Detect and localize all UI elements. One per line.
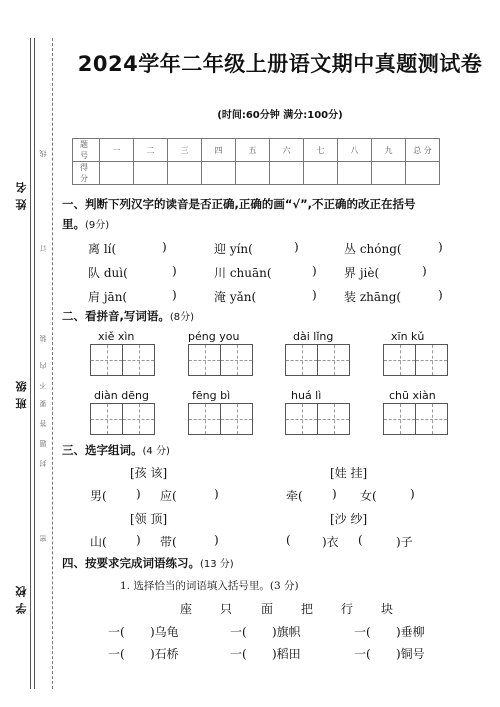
cut-mark: 线 bbox=[39, 150, 47, 157]
score-table-cell: 总 分 bbox=[406, 139, 440, 162]
score-table-cell: 四 bbox=[202, 139, 236, 162]
word-option: 座 bbox=[180, 602, 193, 616]
score-table-cell: 九 bbox=[372, 139, 406, 162]
score-table-cell: 六 bbox=[270, 139, 304, 162]
section-4-heading-text: 四、按要求完成词语练习。 bbox=[62, 556, 200, 570]
exam-info: (时间:60分钟 满分:100分) bbox=[217, 110, 343, 121]
score-input-cell[interactable] bbox=[270, 162, 304, 185]
word-option: 把 bbox=[301, 602, 314, 616]
char-choice-pair: [娃 挂] bbox=[330, 466, 368, 480]
word-blank-close: ) bbox=[332, 487, 337, 501]
score-input-cell[interactable] bbox=[100, 162, 134, 185]
measure-word-blank: 一( bbox=[354, 647, 371, 661]
word-blank-close: ) bbox=[214, 533, 219, 547]
section-4-heading bbox=[62, 555, 234, 571]
section-3-heading bbox=[62, 442, 170, 458]
measure-word-blank: 一( bbox=[108, 647, 125, 661]
section-1-heading-text: 一、判断下列汉字的读音是否正确,正确的画“√”,不正确的改正在括号 bbox=[62, 197, 416, 211]
pinyin-word: xiě xìn bbox=[98, 330, 135, 343]
score-table-cell: 三 bbox=[168, 139, 202, 162]
cut-mark: 答 bbox=[39, 420, 47, 427]
cut-mark: 要 bbox=[39, 400, 47, 407]
pinyin-word: péng you bbox=[188, 330, 240, 343]
measure-word-noun: )垂柳 bbox=[396, 625, 425, 639]
binding-line-left bbox=[30, 38, 31, 689]
pinyin-judge-close: ) bbox=[312, 264, 317, 278]
pinyin-judge-item: 丛 chóng( bbox=[344, 242, 402, 256]
pinyin-word: huá lì bbox=[291, 389, 322, 402]
cut-mark: 装 bbox=[39, 335, 47, 342]
pinyin-judge-close: ) bbox=[294, 240, 299, 254]
pinyin-judge-item: 迎 yín( bbox=[214, 242, 253, 256]
pinyin-judge-item: 离 lí( bbox=[88, 242, 117, 256]
measure-word-noun: )乌龟 bbox=[150, 625, 179, 639]
score-table-cell: 题 号 bbox=[73, 139, 100, 162]
section-1-heading bbox=[62, 196, 416, 212]
pinyin-judge-item: 淹 yǎn( bbox=[214, 290, 257, 304]
pinyin-judge-item: 队 duì( bbox=[88, 266, 128, 280]
pinyin-word: dài lǐng bbox=[293, 330, 334, 343]
writing-grid[interactable] bbox=[188, 403, 253, 435]
cut-mark: 不 bbox=[39, 382, 47, 389]
word-blank: 应( bbox=[160, 489, 177, 503]
writing-grid[interactable] bbox=[383, 344, 448, 376]
score-input-cell[interactable] bbox=[372, 162, 406, 185]
word-option: 行 bbox=[341, 602, 354, 616]
score-input-cell[interactable] bbox=[168, 162, 202, 185]
pinyin-judge-close: ) bbox=[172, 288, 177, 302]
section-4-points: (13 分) bbox=[200, 559, 234, 570]
subquestion-1: 1. 选择恰当的词语填入括号里。(3 分) bbox=[120, 580, 299, 592]
measure-word-noun: )石桥 bbox=[150, 647, 179, 661]
score-table-cell: 八 bbox=[338, 139, 372, 162]
name-label: 姓名 bbox=[15, 176, 28, 210]
pinyin-judge-close: ) bbox=[312, 288, 317, 302]
page-title: 2024学年二年级上册语文期中真题测试卷 bbox=[77, 52, 483, 76]
section-2-heading bbox=[62, 308, 194, 324]
cut-mark: 订 bbox=[39, 245, 47, 252]
score-input-cell[interactable] bbox=[338, 162, 372, 185]
score-input-cell[interactable] bbox=[236, 162, 270, 185]
word-blank: ( bbox=[286, 533, 291, 547]
measure-word-blank: 一( bbox=[230, 625, 247, 639]
measure-word-blank: 一( bbox=[354, 625, 371, 639]
cut-mark: 题 bbox=[39, 440, 47, 447]
score-input-cell[interactable] bbox=[202, 162, 236, 185]
score-table-cell: 七 bbox=[304, 139, 338, 162]
pinyin-judge-item: 川 chuān( bbox=[214, 266, 272, 280]
score-table-cell: 二 bbox=[134, 139, 168, 162]
pinyin-judge-close: ) bbox=[438, 240, 443, 254]
binding-cut-line bbox=[52, 38, 53, 689]
score-table-cell: 一 bbox=[100, 139, 134, 162]
cut-mark: 内 bbox=[39, 362, 47, 369]
cut-mark: 密 bbox=[39, 535, 47, 542]
pinyin-judge-close: ) bbox=[172, 264, 177, 278]
writing-grid[interactable] bbox=[90, 403, 155, 435]
word-option: 只 bbox=[220, 602, 233, 616]
score-input-cell[interactable] bbox=[134, 162, 168, 185]
word-blank-close: )衣 bbox=[322, 535, 339, 549]
school-label: 学校 bbox=[15, 580, 28, 614]
pinyin-word: chū xiàn bbox=[389, 389, 436, 402]
word-blank-close: ) bbox=[136, 533, 141, 547]
section-3-points: (4 分) bbox=[142, 446, 170, 457]
score-table-cell: 得 分 bbox=[73, 162, 100, 185]
score-table-header-row bbox=[73, 139, 440, 162]
word-option: 块 bbox=[381, 602, 394, 616]
writing-grid[interactable] bbox=[90, 344, 155, 376]
writing-grid[interactable] bbox=[285, 344, 350, 376]
pinyin-judge-item: 界 jiè( bbox=[344, 266, 380, 280]
score-table bbox=[72, 138, 440, 185]
section-1-heading-cont-text: 里。 bbox=[62, 217, 85, 231]
pinyin-judge-close: ) bbox=[162, 240, 167, 254]
measure-word-blank: 一( bbox=[108, 625, 125, 639]
score-table-cell: 五 bbox=[236, 139, 270, 162]
pinyin-word: xīn kǔ bbox=[391, 330, 425, 343]
measure-word-noun: )旗帜 bbox=[272, 625, 301, 639]
cut-mark: 封 bbox=[39, 460, 47, 467]
writing-grid[interactable] bbox=[188, 344, 253, 376]
word-blank-close: ) bbox=[214, 487, 219, 501]
score-input-cell[interactable] bbox=[304, 162, 338, 185]
word-blank: 带( bbox=[160, 535, 177, 549]
pinyin-judge-close: ) bbox=[422, 264, 427, 278]
measure-word-blank: 一( bbox=[230, 647, 247, 661]
section-2-points: (8分) bbox=[169, 312, 195, 323]
word-blank-close: ) bbox=[136, 487, 141, 501]
class-label: 班级 bbox=[15, 375, 28, 409]
word-blank-close: ) bbox=[410, 487, 415, 501]
section-3-heading-text: 三、选字组词。 bbox=[62, 443, 143, 457]
section-1-points: (9分) bbox=[85, 220, 110, 231]
word-blank: 山( bbox=[90, 535, 107, 549]
word-blank: ( bbox=[358, 533, 363, 547]
word-blank: 男( bbox=[90, 489, 107, 503]
pinyin-judge-item: 装 zhāng( bbox=[344, 290, 402, 304]
word-option: 面 bbox=[261, 602, 274, 616]
section-2-heading-text: 二、看拼音,写词语。 bbox=[62, 309, 170, 323]
pinyin-judge-close: ) bbox=[438, 288, 443, 302]
char-choice-pair: [沙 纱] bbox=[330, 512, 368, 526]
pinyin-word: diàn dēng bbox=[94, 389, 149, 402]
writing-grid[interactable] bbox=[285, 403, 350, 435]
pinyin-word: fēng bì bbox=[192, 389, 231, 402]
pinyin-judge-item: 肩 jān( bbox=[88, 290, 128, 304]
binding-line-right bbox=[34, 38, 35, 689]
writing-grid[interactable] bbox=[383, 403, 448, 435]
word-blank: 牵( bbox=[286, 489, 303, 503]
measure-word-noun: )铜号 bbox=[396, 647, 425, 661]
score-input-cell[interactable] bbox=[406, 162, 440, 185]
word-blank: 女( bbox=[360, 489, 377, 503]
char-choice-pair: [孩 该] bbox=[130, 466, 168, 480]
word-blank-close: )子 bbox=[396, 535, 413, 549]
measure-word-noun: )稻田 bbox=[272, 647, 301, 661]
section-1-heading-cont bbox=[62, 216, 109, 232]
score-table-score-row bbox=[73, 162, 440, 185]
char-choice-pair: [领 顶] bbox=[130, 512, 168, 526]
